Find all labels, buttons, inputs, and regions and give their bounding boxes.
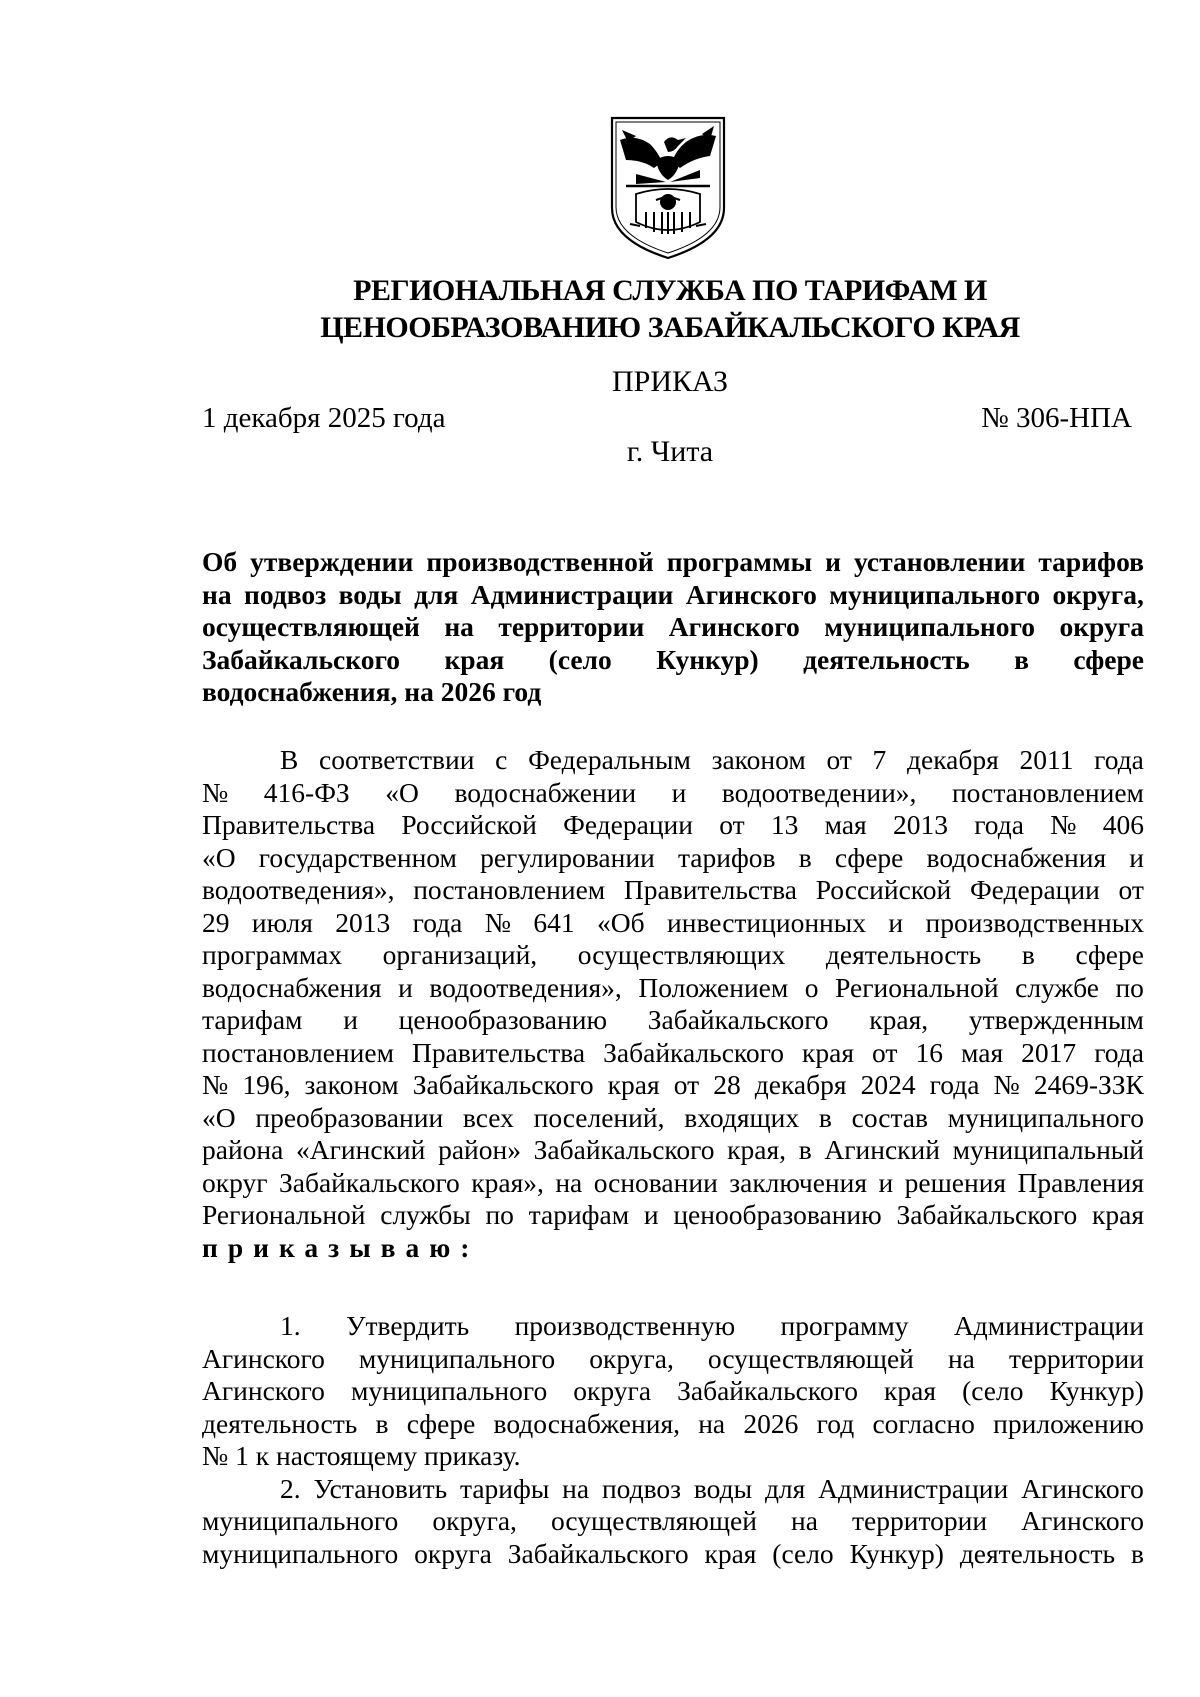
word: края»,	[471, 1166, 544, 1198]
word: сфере	[406, 1407, 476, 1439]
word: муниципального	[202, 1505, 399, 1536]
word: 2026	[743, 1407, 799, 1439]
word: производственной	[426, 546, 654, 577]
word: тарифов	[677, 841, 776, 873]
word: муниципального	[829, 578, 1041, 610]
word: Российской	[815, 874, 952, 905]
word: тарифов	[1038, 546, 1144, 577]
document-title	[202, 546, 1144, 709]
word: года	[974, 809, 1024, 840]
word: территории	[1008, 1342, 1144, 1374]
item-1-paragraph	[202, 1310, 1144, 1473]
preamble-line	[202, 939, 1144, 972]
word: от	[872, 1036, 898, 1068]
preamble-line	[202, 1167, 1144, 1200]
word: Агинского	[1021, 1472, 1144, 1504]
word: 196,	[242, 1069, 291, 1100]
word: на	[947, 1342, 975, 1374]
word: «О	[202, 1101, 236, 1133]
word: 13	[770, 809, 799, 840]
word: Забайкальского	[603, 1036, 784, 1068]
word: на	[555, 1166, 583, 1198]
preamble-line	[202, 1102, 1144, 1135]
word: Федеральным	[528, 744, 691, 775]
preamble-line	[202, 1134, 1144, 1167]
word: тарифам	[528, 1199, 630, 1230]
word: от	[673, 1069, 700, 1100]
item-line	[202, 1408, 1144, 1441]
word: округа	[414, 1537, 492, 1569]
word: по	[1115, 971, 1144, 1003]
word: округ	[202, 1166, 268, 1198]
word: края,	[869, 1004, 929, 1035]
word: округа	[1059, 611, 1144, 642]
order-word: приказываю:	[202, 1231, 480, 1263]
word: постановлением	[951, 776, 1144, 808]
word: 16	[915, 1036, 943, 1068]
word: Забайкальского	[278, 1166, 460, 1198]
word: от	[826, 744, 852, 775]
word: края	[884, 1375, 937, 1406]
word: района	[202, 1134, 284, 1165]
word: район»	[438, 1134, 521, 1165]
item-line: № 1 к настоящему приказу.	[202, 1440, 521, 1471]
word: водоснабжения	[202, 971, 382, 1003]
preamble-line	[202, 1069, 1144, 1102]
word: Забайкальского	[533, 1134, 715, 1165]
word: (село	[962, 1375, 1024, 1406]
word: 2013	[892, 809, 948, 840]
word: №	[993, 1069, 1020, 1100]
preamble-line	[202, 842, 1144, 875]
word: Правительства	[202, 809, 376, 840]
word: Положением	[638, 971, 789, 1003]
word: программах	[202, 939, 343, 970]
item-2-paragraph	[202, 1473, 1144, 1571]
word: о	[804, 971, 819, 1003]
word: «О	[202, 841, 236, 873]
word: осуществляющих	[577, 939, 786, 970]
word: 1.	[280, 1310, 301, 1341]
title-line	[202, 611, 1144, 644]
word: Правления	[1017, 1166, 1144, 1198]
word: в	[1014, 643, 1029, 675]
word: приложению	[993, 1407, 1144, 1439]
word: «Агинский	[296, 1134, 426, 1165]
word: года	[929, 1069, 980, 1100]
word: деятельность	[825, 939, 982, 970]
word: «О	[385, 776, 419, 808]
word: Агинского	[668, 611, 800, 642]
word: и	[888, 906, 904, 938]
word: соответствии	[319, 744, 475, 775]
word: 7	[872, 744, 887, 775]
word: в	[818, 1101, 832, 1133]
word: ценообразованию	[398, 1004, 607, 1035]
word: и	[878, 1166, 894, 1198]
word: производственную	[514, 1310, 736, 1341]
preamble-line	[202, 907, 1144, 940]
word: входящих	[684, 1101, 800, 1133]
word: в	[798, 841, 812, 873]
word: водоснабжении	[454, 776, 637, 808]
document-type: ПРИКАЗ	[612, 365, 728, 398]
word: территории	[852, 1505, 988, 1536]
word: и	[643, 1199, 659, 1230]
word: края	[802, 1036, 854, 1068]
word: мая	[961, 1036, 1004, 1068]
word: программы	[666, 546, 813, 577]
word: края,	[727, 1134, 786, 1165]
word: (село	[548, 643, 612, 675]
word: муниципального	[202, 1537, 399, 1569]
preamble-line	[202, 1037, 1144, 1070]
word: В	[280, 744, 299, 775]
word: воды	[693, 1472, 753, 1504]
word: Забайкальского	[647, 1004, 829, 1035]
title-line	[202, 644, 1144, 677]
word: края	[704, 1537, 757, 1569]
word: год	[816, 1407, 855, 1439]
word: года	[1094, 744, 1144, 775]
agency-name-line-1: РЕГИОНАЛЬНАЯ СЛУЖБА ПО ТАРИФАМ И	[353, 274, 987, 307]
word: осуществляющей	[202, 611, 420, 642]
word: согласно	[872, 1407, 975, 1439]
word: 416-ФЗ	[263, 776, 350, 808]
document-city: г. Чита	[626, 435, 714, 468]
word: основании	[593, 1166, 718, 1198]
word: и	[398, 971, 413, 1003]
word: Агинского	[202, 1375, 325, 1406]
word: муниципального	[358, 1342, 556, 1374]
word: муниципального	[947, 1101, 1144, 1133]
word: по	[485, 1199, 514, 1230]
word: инвестиционных	[667, 906, 866, 938]
word: водоотведения»,	[429, 971, 622, 1003]
preamble-line	[202, 874, 1144, 907]
word: 641	[533, 906, 575, 938]
word: на	[202, 578, 232, 610]
word: всех	[462, 1101, 514, 1133]
word: и	[825, 546, 841, 577]
item-line	[202, 1343, 1144, 1376]
word: Забайкальского	[202, 643, 400, 675]
preamble-line	[202, 809, 1144, 842]
word: сфере	[1075, 939, 1144, 970]
word: Правительства	[623, 874, 797, 905]
word: водоотведении»,	[721, 776, 917, 808]
word: деятельность	[202, 1407, 358, 1439]
word: осуществляющей	[707, 1342, 914, 1374]
word: для	[764, 1472, 806, 1504]
word: декабря	[754, 1069, 847, 1100]
word: №	[1050, 809, 1077, 840]
word: службе	[1015, 971, 1099, 1003]
word: Администрации	[953, 1310, 1144, 1341]
document-date: 1 декабря 2025 года	[202, 402, 446, 434]
word: установлении	[854, 546, 1026, 577]
word: года	[1094, 1036, 1144, 1068]
word: заключения	[729, 1166, 868, 1198]
word: Забайкальского	[896, 1199, 1078, 1230]
word: сфере	[1073, 643, 1144, 675]
word: водоснабжения	[926, 841, 1107, 873]
word: решения	[904, 1166, 1007, 1198]
word: Администрации	[818, 1472, 1009, 1504]
word: деятельность	[803, 643, 970, 675]
word: деятельность	[959, 1537, 1116, 1569]
word: постановлением	[202, 1036, 394, 1068]
agency-name-line-2: ЦЕНООБРАЗОВАНИЮ ЗАБАЙКАЛЬСКОГО КРАЯ	[320, 311, 1020, 344]
preamble-line	[202, 777, 1144, 810]
item-line	[202, 1375, 1144, 1408]
word: воды	[338, 578, 402, 610]
word: №	[202, 776, 229, 808]
word: Об	[202, 546, 238, 577]
word: тарифам	[202, 1004, 303, 1035]
agency-name	[200, 272, 1140, 346]
word: 2024	[860, 1069, 916, 1100]
word: в	[1021, 939, 1035, 970]
word: края	[444, 643, 505, 675]
word: от	[1118, 874, 1144, 905]
word: водоснабжения,	[493, 1407, 680, 1439]
word: муниципального	[350, 1375, 548, 1406]
word: Агинский	[824, 1134, 940, 1165]
word: поселений,	[533, 1101, 665, 1133]
word: на	[698, 1407, 726, 1439]
preamble-line	[202, 744, 1144, 777]
word: состав	[851, 1101, 928, 1133]
word: на	[791, 1505, 818, 1536]
word: №	[484, 906, 512, 938]
word: утверждении	[250, 546, 414, 577]
word: организаций,	[382, 939, 538, 970]
word: Федерации	[563, 809, 693, 840]
preamble-paragraph	[202, 744, 1144, 1264]
word: утвержденным	[968, 1004, 1144, 1035]
word: года	[412, 906, 463, 938]
word: с	[495, 744, 508, 775]
word: производственных	[925, 906, 1144, 938]
word: сфере	[834, 841, 904, 873]
item-line	[202, 1473, 1144, 1506]
word: мая	[824, 809, 867, 840]
word: округа,	[589, 1342, 674, 1374]
word: Российской	[401, 809, 537, 840]
word: водоотведения»,	[202, 874, 395, 905]
word: и	[343, 1004, 358, 1035]
title-line	[202, 546, 1144, 579]
word: от	[719, 809, 745, 840]
word: законом	[304, 1069, 399, 1100]
word: и	[671, 776, 687, 808]
word: в	[1130, 1537, 1144, 1569]
word: округа	[573, 1375, 652, 1406]
word: службы	[380, 1199, 471, 1230]
word: округа,	[432, 1505, 517, 1536]
word: декабря	[907, 744, 999, 775]
word: муниципального	[824, 611, 1036, 642]
word: Установить	[313, 1472, 448, 1504]
item-line	[202, 1310, 1144, 1343]
word: Администрации	[470, 578, 674, 610]
document-body	[202, 744, 1144, 1570]
word: Федерации	[969, 874, 1100, 905]
preamble-line	[202, 1004, 1144, 1037]
word: в	[375, 1407, 389, 1439]
word: на	[562, 1472, 590, 1504]
word: законом	[711, 744, 806, 775]
word: Региональной	[835, 971, 999, 1003]
word: Агинского	[1021, 1505, 1144, 1536]
word: Правительства	[412, 1036, 586, 1068]
word: преобразовании	[255, 1101, 444, 1133]
word: подвоз	[244, 578, 327, 610]
word: Кункур)	[656, 643, 759, 675]
word: 2017	[1021, 1036, 1077, 1068]
word: 2013	[335, 906, 391, 938]
item-line	[202, 1505, 1144, 1538]
word: для	[414, 578, 459, 610]
word: тарифы	[459, 1472, 550, 1504]
word: в	[798, 1134, 812, 1165]
word: Региональной	[202, 1199, 366, 1230]
word: программу	[780, 1310, 909, 1341]
word: «Об	[597, 906, 645, 938]
word: ценообразованию	[673, 1199, 882, 1230]
word: постановлением	[413, 874, 606, 905]
item-line	[202, 1538, 1144, 1571]
word: края	[1092, 1199, 1144, 1230]
word: 2469-ЗЗК	[1033, 1069, 1144, 1100]
word: Агинского	[685, 578, 817, 610]
word: Кункур)	[1049, 1375, 1144, 1406]
word: Кункур)	[849, 1537, 944, 1569]
word: №	[202, 1069, 229, 1100]
word: и	[1129, 841, 1144, 873]
word: Забайкальского	[507, 1537, 689, 1569]
word: 2.	[280, 1472, 301, 1504]
preamble-line	[202, 972, 1144, 1005]
word: 406	[1102, 809, 1144, 840]
word: на	[444, 611, 474, 642]
word: муниципальный	[952, 1134, 1144, 1165]
coat-of-arms-icon	[606, 112, 730, 262]
word: края	[607, 1069, 660, 1100]
word: 28	[713, 1069, 741, 1100]
word: территории	[498, 611, 645, 642]
word: государственном	[258, 841, 457, 873]
word: подвоз	[601, 1472, 682, 1504]
word: Забайкальского	[412, 1069, 594, 1100]
title-line: водоснабжения, на 2026 год	[202, 676, 542, 707]
word: осуществляющей	[551, 1505, 757, 1536]
word: Утвердить	[346, 1310, 470, 1341]
word: Забайкальского	[677, 1375, 858, 1406]
title-line	[202, 579, 1144, 612]
word: регулировании	[480, 841, 655, 873]
word: округа,	[1052, 578, 1144, 610]
preamble-line	[202, 1199, 1144, 1232]
word: (село	[772, 1537, 834, 1569]
word: Агинского	[202, 1342, 325, 1374]
document-number: № 306-НПА	[981, 402, 1132, 434]
word: 2011	[1019, 744, 1074, 775]
word: июля	[251, 906, 313, 938]
word: 29	[202, 906, 230, 938]
